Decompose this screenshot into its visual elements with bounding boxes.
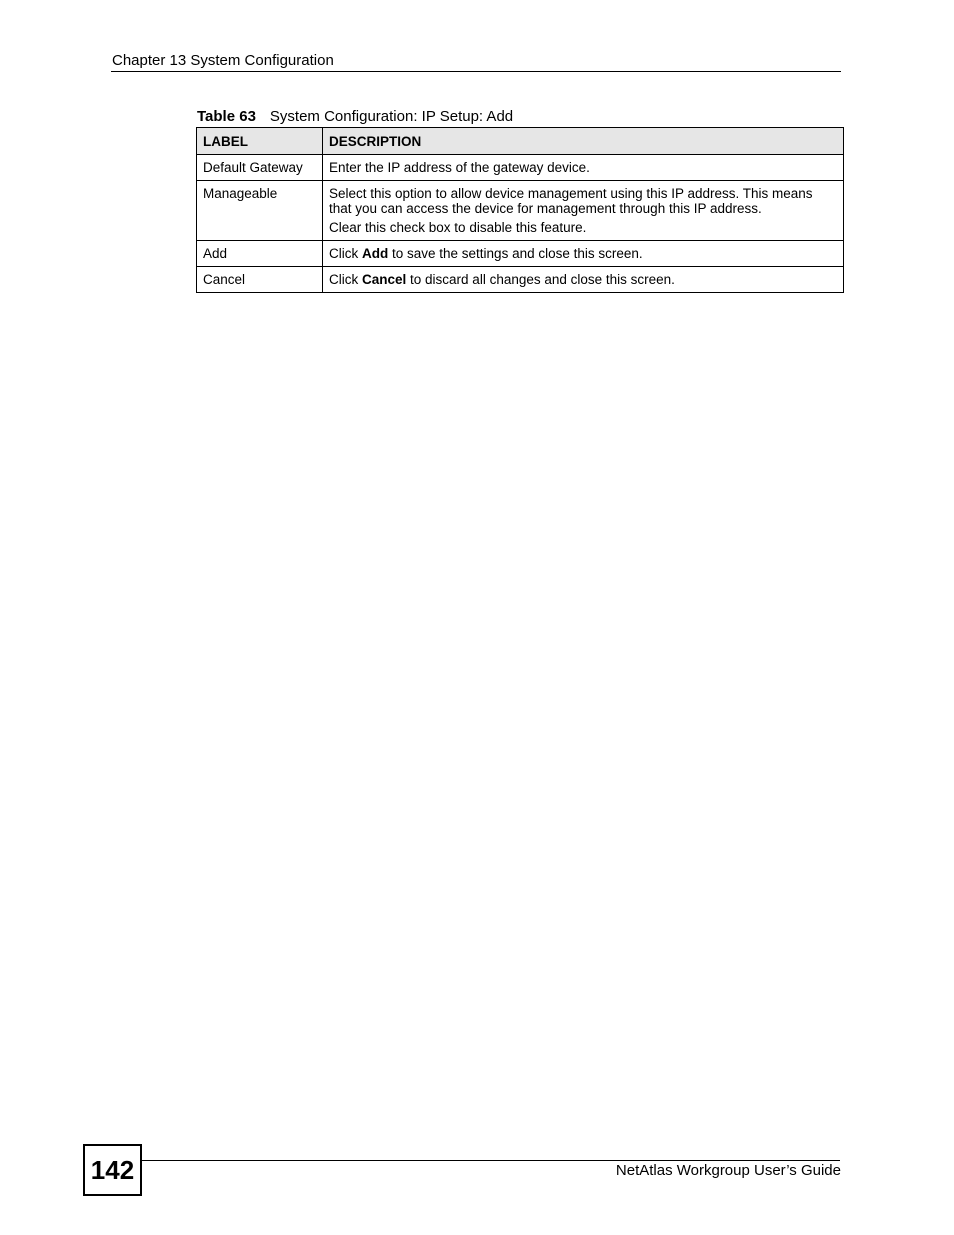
description-text: Enter the IP address of the gateway device. (329, 160, 590, 175)
row-label: Add (197, 241, 323, 267)
table-row (197, 181, 844, 241)
description-suffix: to discard all changes and close this screen. (406, 272, 675, 287)
table-caption-title: System Configuration: IP Setup: Add (269, 108, 514, 125)
description-prefix: Click (329, 246, 362, 261)
table-header-row (197, 128, 844, 155)
table-caption (197, 108, 513, 125)
description-bold-term: Add (362, 246, 389, 261)
row-description (323, 241, 844, 267)
guide-title: NetAtlas Workgroup User’s Guide (615, 1162, 841, 1179)
row-description (323, 267, 844, 293)
table-row (197, 267, 844, 293)
table-row (197, 241, 844, 267)
ip-setup-add-table (196, 127, 844, 293)
table-caption-label: Table 63 (197, 108, 256, 125)
column-header-description: DESCRIPTION (323, 128, 844, 155)
table-row (197, 155, 844, 181)
chapter-header: Chapter 13 System Configuration (112, 52, 334, 69)
description-bold-term: Cancel (362, 272, 407, 287)
page-number: 142 (90, 1155, 135, 1185)
row-label: Manageable (197, 181, 323, 241)
footer-divider (140, 1160, 840, 1161)
description-suffix: to save the settings and close this screen. (388, 246, 643, 261)
column-header-label: LABEL (197, 128, 323, 155)
row-description (323, 155, 844, 181)
row-label: Cancel (197, 267, 323, 293)
description-text: Select this option to allow device management using this IP address. This means that you can access the device for management through this IP address. (329, 186, 813, 216)
description-text: Clear this check box to disable this feature. (329, 220, 587, 235)
description-prefix: Click (329, 272, 362, 287)
row-description (323, 181, 844, 241)
page-number-box (83, 1144, 142, 1196)
header-divider (111, 71, 841, 72)
row-label: Default Gateway (197, 155, 323, 181)
